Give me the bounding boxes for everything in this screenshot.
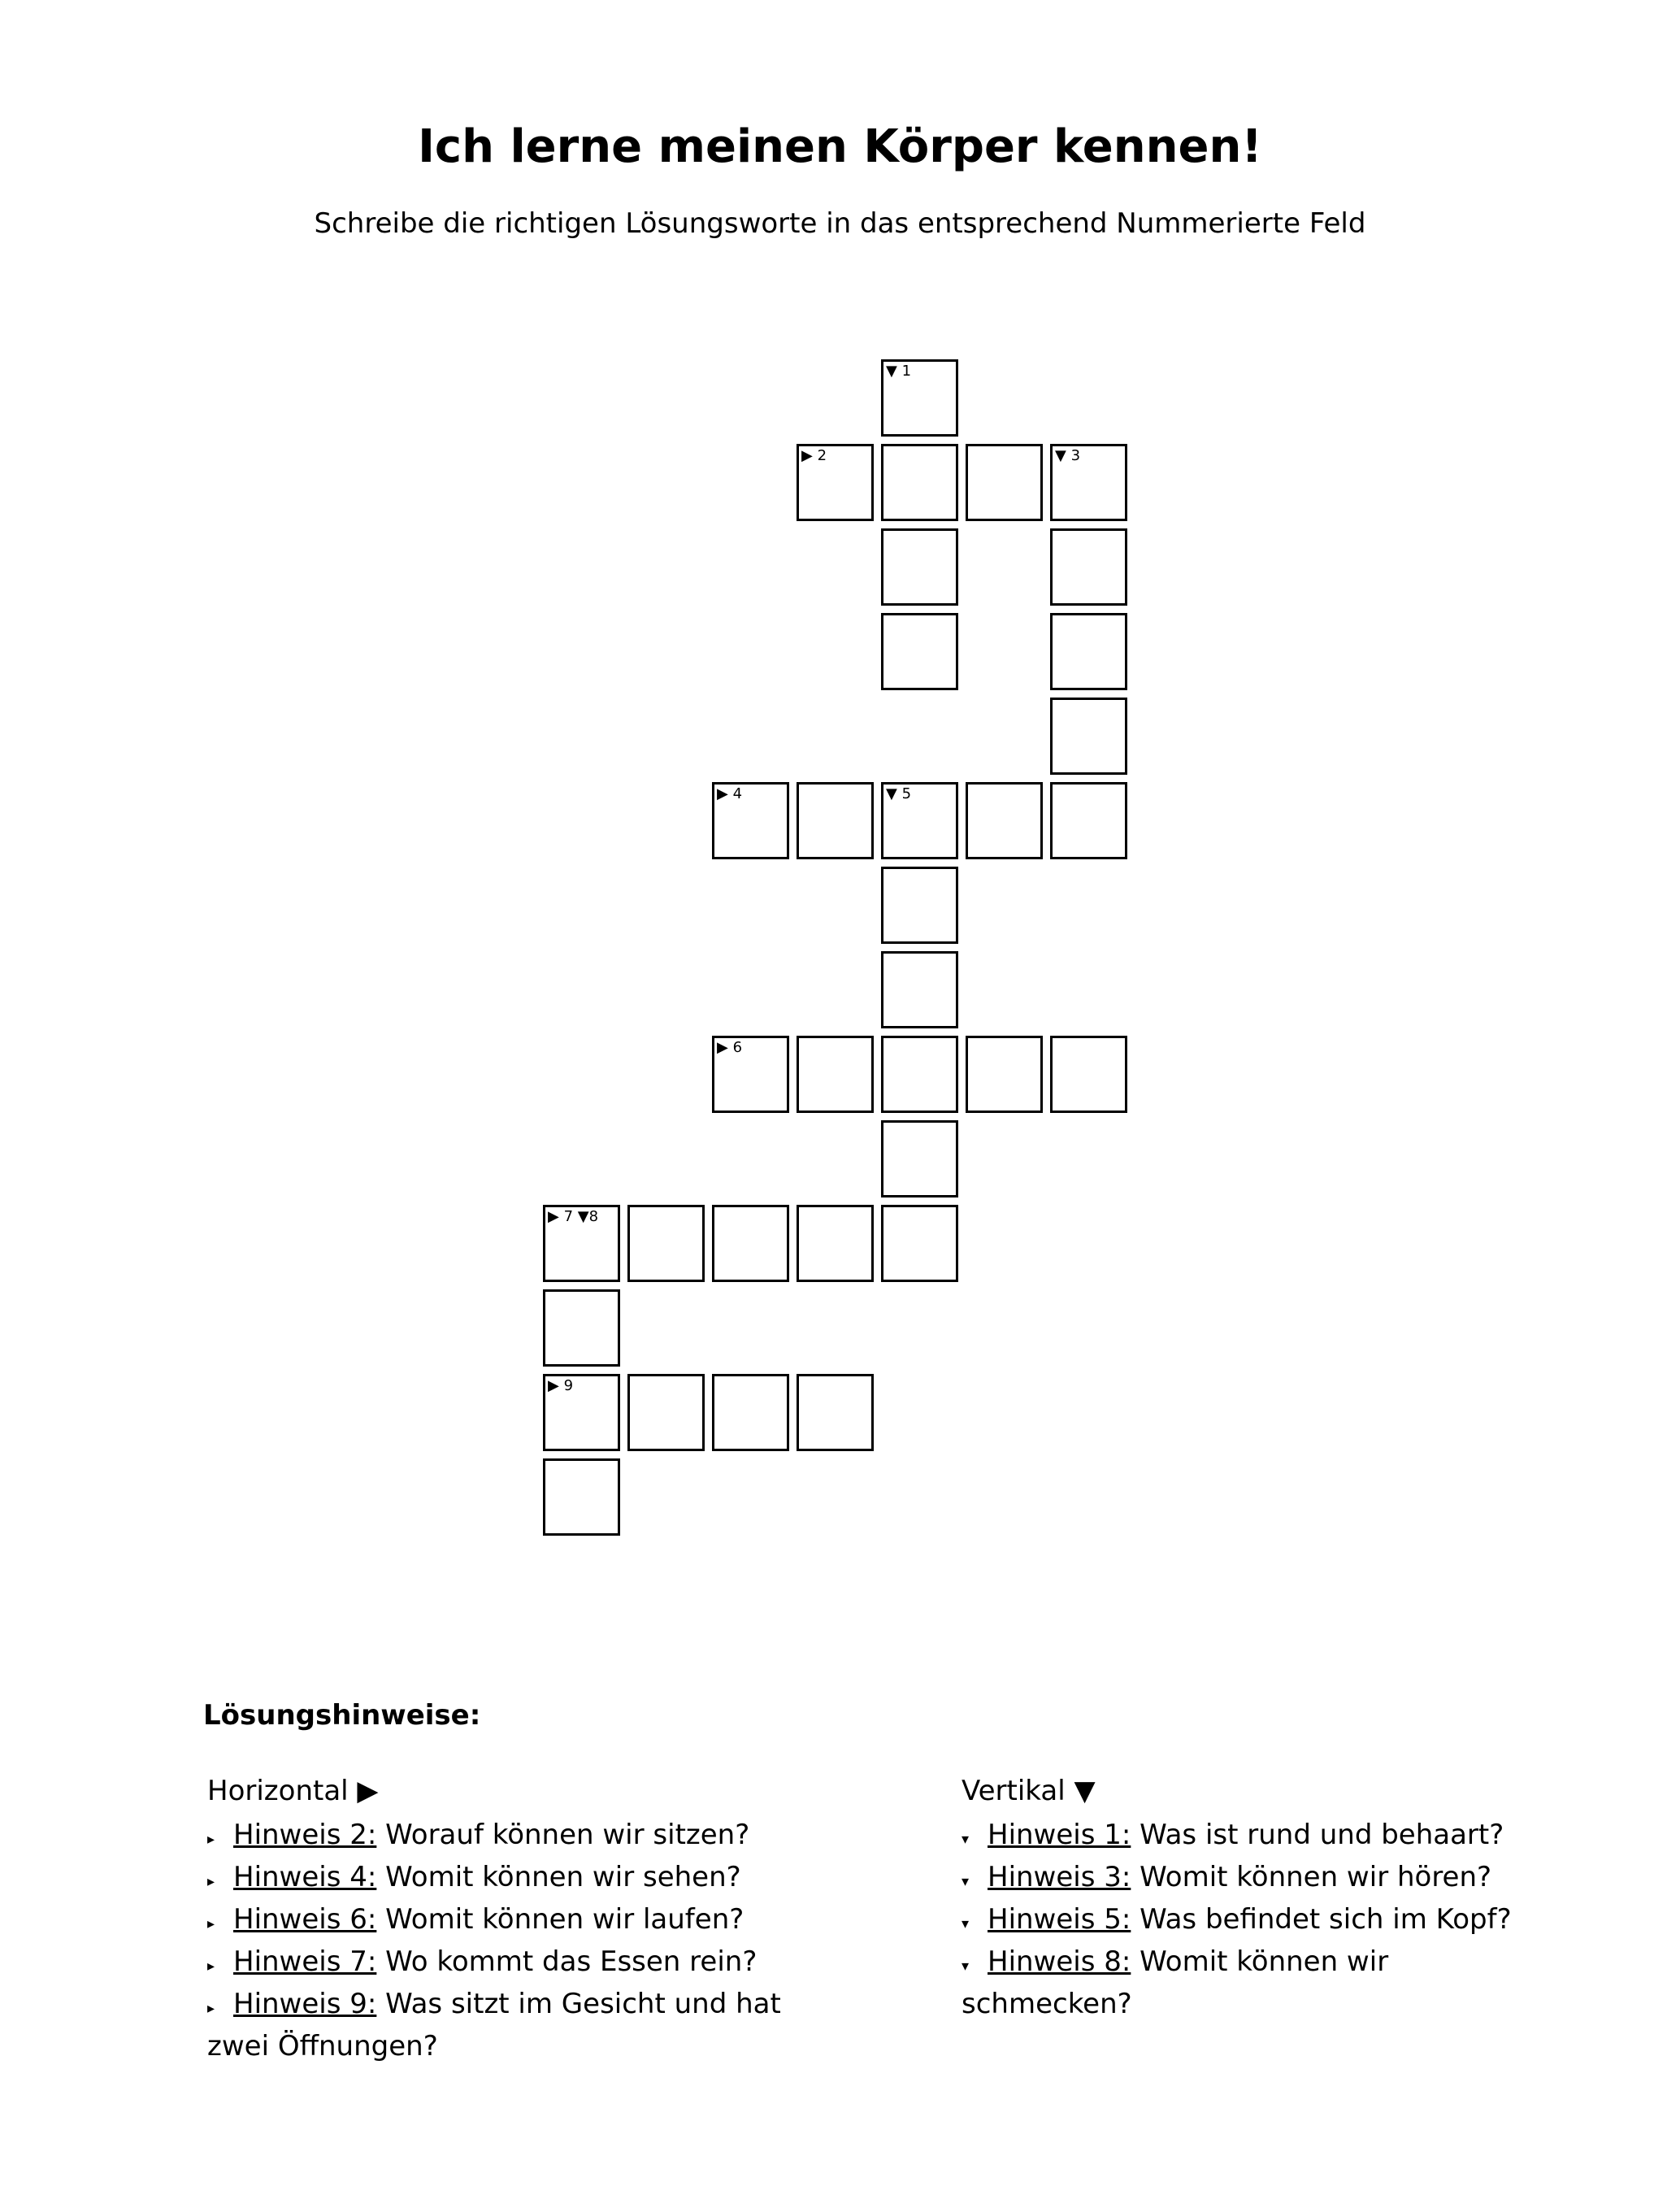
clue-reference: Hinweis 9: bbox=[233, 1988, 377, 2020]
crossword-cell[interactable] bbox=[966, 1036, 1043, 1113]
clue-marker-icon: ▾ bbox=[962, 1958, 970, 1975]
clue-marker-icon: ▾ bbox=[962, 1831, 970, 1848]
clue-item bbox=[962, 1816, 1547, 1858]
clue-text: Was sitzt im Gesicht und hat zwei Öffnungen? bbox=[207, 1988, 781, 2062]
clue-item bbox=[207, 1858, 792, 1901]
clue-item bbox=[962, 1858, 1547, 1901]
clue-item bbox=[207, 1985, 792, 2065]
cell-number: ▶ 2 bbox=[801, 447, 827, 464]
clue-text: Wo kommt das Essen rein? bbox=[376, 1945, 758, 1978]
clue-marker-icon: ▸ bbox=[207, 1958, 215, 1975]
clues-heading: Lösungshinweise: bbox=[203, 1699, 481, 1732]
clue-marker-icon: ▸ bbox=[207, 1873, 215, 1890]
clue-reference: Hinweis 7: bbox=[233, 1945, 377, 1978]
instructions: Schreibe die richtigen Lösungsworte in das entsprechend Nummerierte Feld bbox=[314, 207, 1366, 240]
crossword-cell[interactable] bbox=[1050, 528, 1127, 606]
crossword-cell[interactable] bbox=[966, 444, 1043, 521]
crossword-cell[interactable] bbox=[1050, 1036, 1127, 1113]
horizontal-clue-list bbox=[207, 1816, 792, 2065]
crossword-cell[interactable] bbox=[881, 359, 958, 437]
clue-text: Was befindet sich im Kopf? bbox=[1131, 1903, 1512, 1936]
clue-marker-icon: ▾ bbox=[962, 1873, 970, 1890]
clue-item bbox=[207, 1943, 792, 1985]
crossword-cell[interactable] bbox=[881, 1205, 958, 1282]
clue-item bbox=[207, 1816, 792, 1858]
crossword-cell[interactable] bbox=[881, 867, 958, 944]
horizontal-heading: Horizontal ▶ bbox=[207, 1775, 379, 1807]
vertical-clues bbox=[962, 1772, 1547, 2023]
crossword-cell[interactable] bbox=[881, 528, 958, 606]
crossword-cell[interactable] bbox=[797, 444, 874, 521]
clue-text: Womit können wir sehen? bbox=[376, 1861, 741, 1893]
crossword-cell[interactable] bbox=[543, 1289, 620, 1367]
crossword-cell[interactable] bbox=[881, 444, 958, 521]
vertical-heading: Vertikal ▼ bbox=[962, 1775, 1096, 1807]
crossword-cell[interactable] bbox=[543, 1205, 620, 1282]
crossword-cell[interactable] bbox=[797, 1205, 874, 1282]
crossword-cell[interactable] bbox=[627, 1205, 705, 1282]
cell-number: ▶ 7 ▼8 bbox=[548, 1208, 599, 1225]
crossword-cell[interactable] bbox=[1050, 444, 1127, 521]
crossword-cell[interactable] bbox=[712, 1036, 789, 1113]
clue-text: Worauf können wir sitzen? bbox=[376, 1819, 750, 1851]
clue-reference: Hinweis 4: bbox=[233, 1861, 377, 1893]
clue-reference: Hinweis 2: bbox=[233, 1819, 377, 1851]
crossword-cell[interactable] bbox=[797, 782, 874, 859]
clue-marker-icon: ▸ bbox=[207, 1831, 215, 1848]
crossword-cell[interactable] bbox=[1050, 698, 1127, 775]
cell-number: ▶ 4 bbox=[717, 785, 743, 802]
clue-text: Womit können wir hören? bbox=[1131, 1861, 1492, 1893]
clue-reference: Hinweis 6: bbox=[233, 1903, 377, 1936]
crossword-cell[interactable] bbox=[881, 1036, 958, 1113]
crossword-cell[interactable] bbox=[797, 1036, 874, 1113]
crossword-cell[interactable] bbox=[881, 951, 958, 1028]
clue-item bbox=[207, 1901, 792, 1943]
crossword-cell[interactable] bbox=[881, 613, 958, 690]
horizontal-clues bbox=[207, 1772, 792, 2065]
clue-item bbox=[962, 1943, 1547, 2023]
cell-number: ▶ 9 bbox=[548, 1377, 574, 1394]
crossword-cell[interactable] bbox=[712, 1374, 789, 1451]
cell-number: ▼ 1 bbox=[886, 363, 912, 380]
cell-number: ▼ 5 bbox=[886, 785, 912, 802]
crossword-cell[interactable] bbox=[881, 1120, 958, 1197]
crossword-cell[interactable] bbox=[881, 782, 958, 859]
clue-reference: Hinweis 3: bbox=[988, 1861, 1131, 1893]
crossword-cell[interactable] bbox=[712, 1205, 789, 1282]
crossword-cell[interactable] bbox=[712, 782, 789, 859]
crossword-cell[interactable] bbox=[1050, 613, 1127, 690]
clue-marker-icon: ▸ bbox=[207, 2000, 215, 2017]
clue-item bbox=[962, 1901, 1547, 1943]
crossword-cell[interactable] bbox=[543, 1458, 620, 1536]
cell-number: ▼ 3 bbox=[1055, 447, 1081, 464]
crossword-cell[interactable] bbox=[1050, 782, 1127, 859]
clue-reference: Hinweis 8: bbox=[988, 1945, 1131, 1978]
crossword-cell[interactable] bbox=[627, 1374, 705, 1451]
cell-number: ▶ 6 bbox=[717, 1039, 743, 1056]
page-title: Ich lerne meinen Körper kennen! bbox=[418, 120, 1262, 173]
crossword-cell[interactable] bbox=[797, 1374, 874, 1451]
clue-reference: Hinweis 1: bbox=[988, 1819, 1131, 1851]
crossword-cell[interactable] bbox=[543, 1374, 620, 1451]
clue-reference: Hinweis 5: bbox=[988, 1903, 1131, 1936]
clue-text: Was ist rund und behaart? bbox=[1131, 1819, 1504, 1851]
crossword-cell[interactable] bbox=[966, 782, 1043, 859]
clue-marker-icon: ▸ bbox=[207, 1915, 215, 1932]
vertical-clue-list bbox=[962, 1816, 1547, 2023]
clue-marker-icon: ▾ bbox=[962, 1915, 970, 1932]
clue-text: Womit können wir schmecken? bbox=[962, 1945, 1389, 2020]
clue-text: Womit können wir laufen? bbox=[376, 1903, 744, 1936]
